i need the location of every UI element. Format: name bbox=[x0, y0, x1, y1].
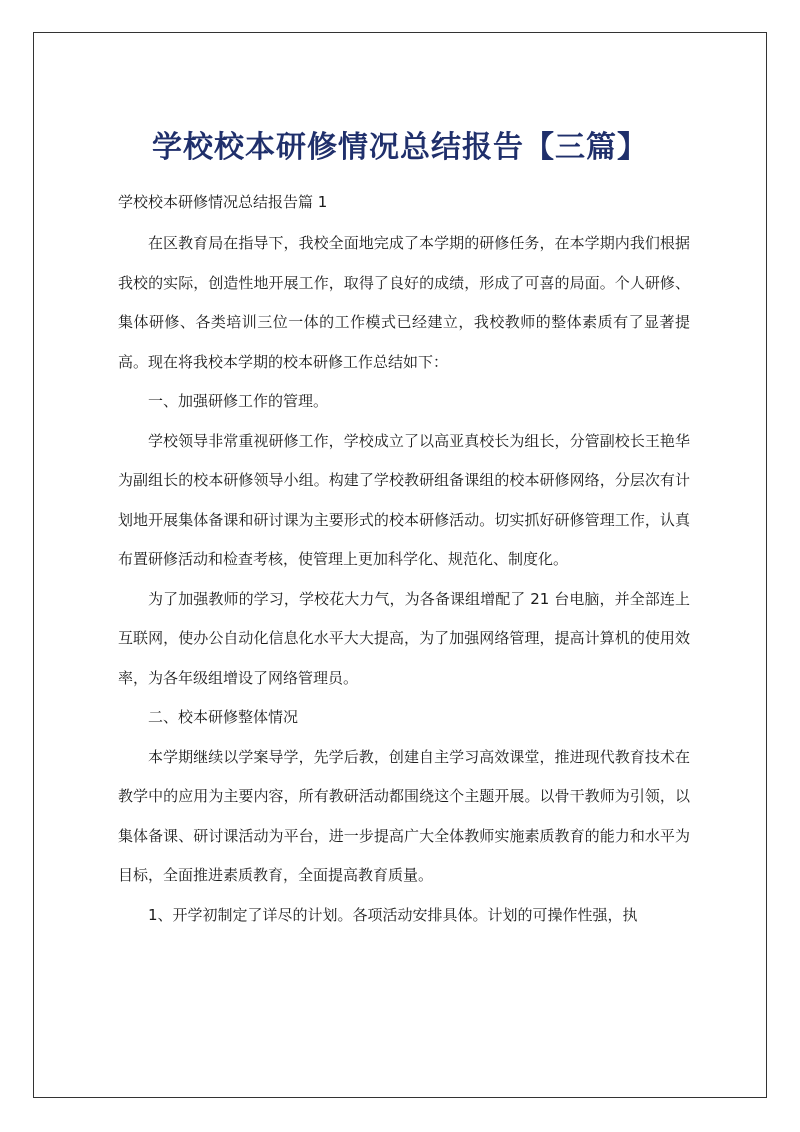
paragraph-computers: 为了加强教师的学习，学校花大力气，为各备课组增配了 21 台电脑，并全部连上互联网，使办公自动化信息化水平大大提高，为了加强网络管理，提高计算机的使用效率，为各年级组增设了网络管理员。 bbox=[118, 589, 690, 687]
paragraph-overall: 本学期继续以学案导学，先学后教，创建自主学习高效课堂，推进现代教育技术在教学中的应用为主要内容，所有教研活动都围绕这个主题开展。以骨干教师为引领，以集体备课、研讨课活动为平台，进一步提高广大全体教师实施素质教育的能力和水平为目标，全面推进素质教育，全面提高教育质量。 bbox=[118, 747, 690, 884]
section-subtitle: 学校校本研修情况总结报告篇 1 bbox=[118, 193, 328, 211]
section-heading-1: 一、加强研修工作的管理。 bbox=[148, 392, 329, 410]
paragraph-intro: 在区教育局在指导下，我校全面地完成了本学期的研修任务，在本学期内我们根据我校的实际，创造性地开展工作，取得了良好的成绩，形成了可喜的局面。个人研修、集体研修、各类培训三位一体的工作模式已经建立，我校教师的整体素质有了显著提高。现在将我校本学期的校本研修工作总结如下： bbox=[118, 234, 690, 371]
document-title: 学校校本研修情况总结报告【三篇】 bbox=[152, 130, 648, 166]
document-body bbox=[118, 184, 690, 935]
paragraph-management: 学校领导非常重视研修工作，学校成立了以高亚真校长为组长，分管副校长王艳华为副组长的校本研修领导小组。构建了学校教研组备课组的校本研修网络，分层次有计划地开展集体备课和研讨课为主要形式的校本研修活动。切实抓好研修管理工作，认真布置研修活动和检查考核，使管理上更加科学化、规范化、制度化。 bbox=[118, 431, 690, 568]
paragraph-plan: 1、开学初制定了详尽的计划。各项活动安排具体。计划的可操作性强，执 bbox=[148, 905, 638, 924]
section-heading-2: 二、校本研修整体情况 bbox=[148, 708, 299, 726]
